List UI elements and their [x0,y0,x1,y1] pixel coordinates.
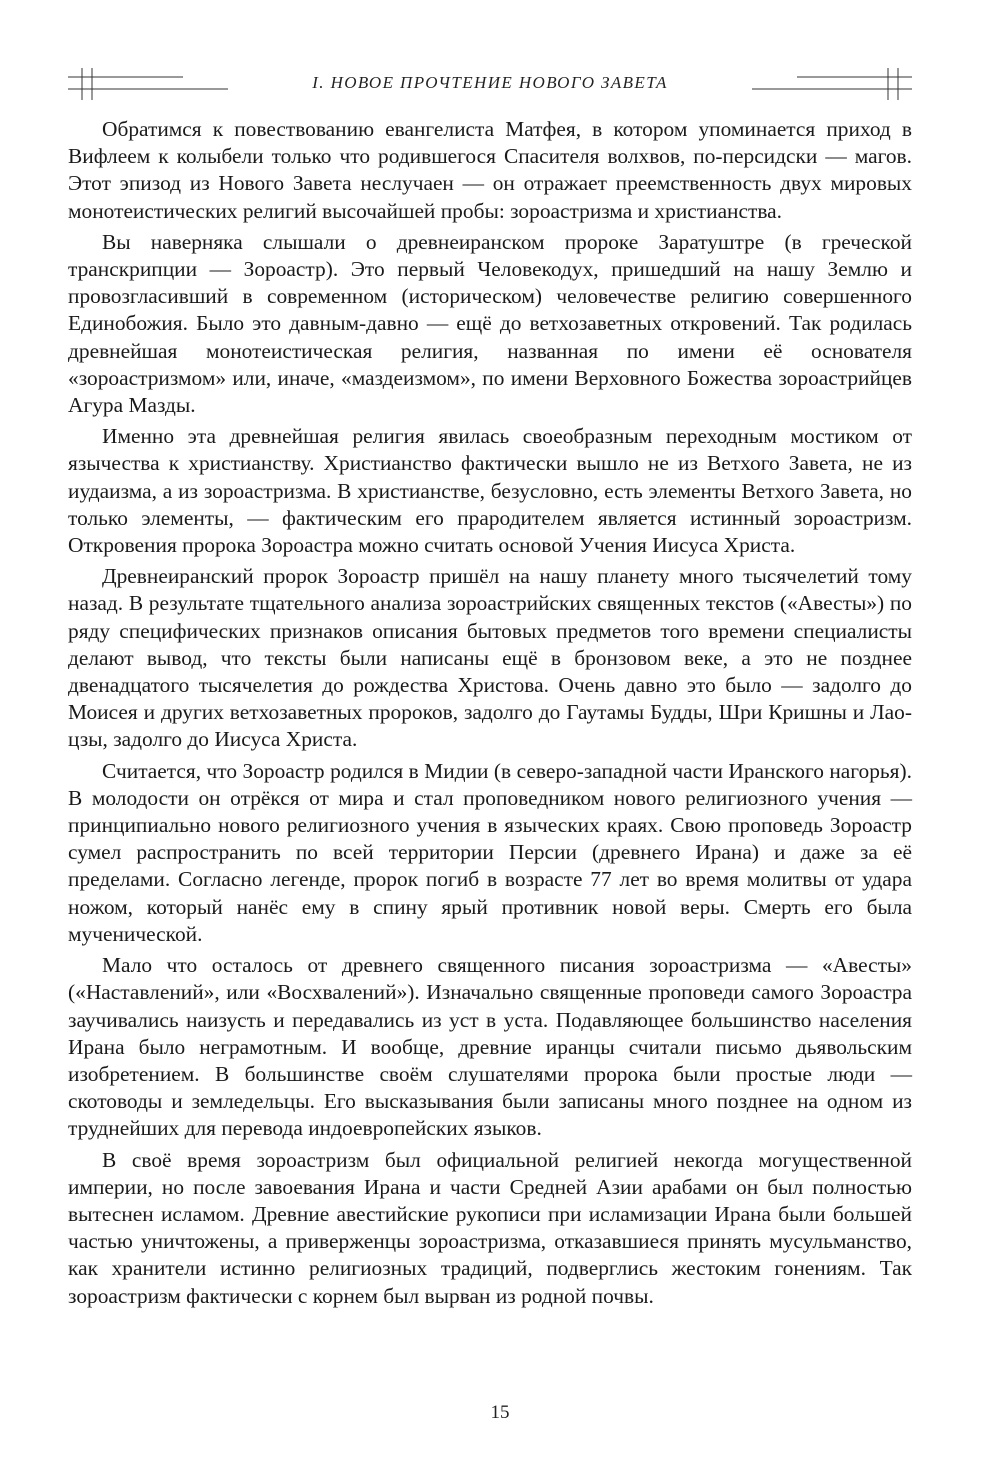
running-header [68,66,912,102]
paragraph-4: Древнеиранский пророк Зороастр пришёл на нашу планету много тысячелетий тому назад. В результате тщательного анализа зороастрийских священных текстов («Авесты») по ряду специфических признаков описания бытовых предметов того времени специалисты делают вывод, что тексты были написаны ещё в бронзовом веке, а это не позднее двенадцатого тысячелетия до рождества Христова. Очень давно это было — задолго до Моисея и других ветхозаветных пророков, задолго до Гаутамы Будды, Шри Кришны и Лао-цзы, задолго до Иисуса Христа. [68,564,912,752]
paragraph-2: Вы наверняка слышали о древнеиранском пророке Заратуштре (в греческой транскрипции — Зороастр). Это первый Человекодух, пришедший на нашу Землю и провозгласивший в современном (историческом) человечестве религию совершенного Единобожия. Было это давным-давно — ещё до ветхозаветных откровений. Так родилась древнейшая монотеистическая религия, названная по имени её основателя «зороастризмом» или, иначе, «маздеизмом», по имени Верховного Божества зороастрийцев Агура Мазды. [68,229,912,418]
paragraph-5: Считается, что Зороастр родился в Мидии (в северо-западной части Иранского нагорья). В молодости он отрёкся от мира и стал проповедником нового религиозного учения — принципиально нового религиозного учения в языческих краях. Свою проповедь Зороастр сумел распространить по всей территории Персии (древнего Ирана) и даже за её пределами. Согласно легенде, пророк погиб в возрасте 77 лет во время молитвы от удара ножом, который нанёс ему в спину ярый противник новой веры. Смерть его была мученической. [68,758,912,946]
body-text [68,116,912,1310]
paragraph-7: В своё время зороастризм был официальной религией некогда могущественной империи, но после завоевания Ирана и части Средней Азии арабами он был полностью вытеснен исламом. Древние авестийские рукописи при исламизации Ирана были большей частью уничтожены, а приверженцы зороастризма, отказавшиеся принять мусульманство, как хранители истинно религиозных традиций, подверглись жестоким гонениям. Так зороастризм фактически с корнем был вырван из родной почвы. [68,1147,912,1308]
paragraph-3: Именно эта древнейшая религия явилась своеобразным переходным мостиком от язычества к христианству. Христианство фактически вышло не из Ветхого Завета, не из иудаизма, а из зороастризма. В христианстве, безусловно, есть элементы Ветхого Завета, но только элементы, — фактическим его прародителем является истинный зороастризм. Откровения пророка Зороастра можно считать основой Учения Иисуса Христа. [68,424,912,558]
paragraph-1: Обратимся к повествованию евангелиста Матфея, в котором упоминается приход в Вифлеем к колыбели только что родившегося Спасителя волхвов, по-персидски — магов. Этот эпизод из Нового Завета неслучаен — он отражает преемственность двух мировых монотеистических религий высочайшей пробы: зороастризма и христианства. [68,117,912,223]
page-number: 15 [490,1402,510,1423]
paragraph-6: Мало что осталось от древнего священного писания зороастризма — «Авесты» («Наставлений», или «Восхвалений»). Изначально священные проповеди самого Зороастра заучивались наизусть и передавались из уст в уста. Подавляющее большинство населения Ирана было неграмотным. И вообще, древние иранцы считали письмо дьявольским изобретением. В большинстве своём слушателями пророка были простые люди — скотоводы и земледельцы. Его высказывания были записаны много позднее на одном из труднейших для перевода индоевропейских языков. [68,953,912,1141]
header-ornament-right-icon [752,66,912,102]
running-title: I. НОВОЕ ПРОЧТЕНИЕ НОВОГО ЗАВЕТА [312,73,668,92]
